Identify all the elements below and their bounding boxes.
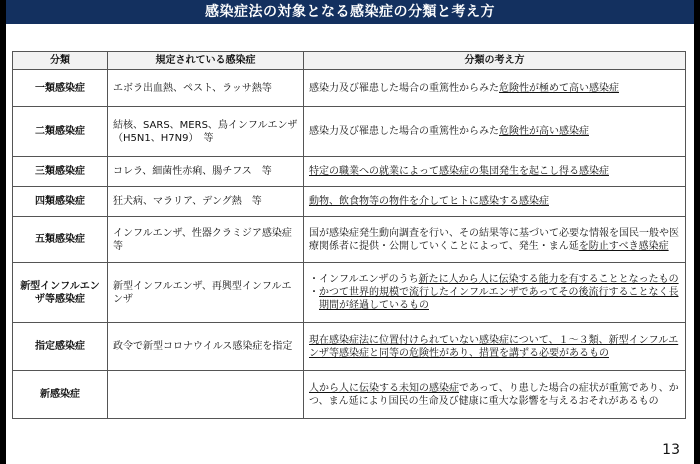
row-concept [304, 157, 686, 187]
page-number: 13 [662, 442, 680, 458]
row-concept [304, 107, 686, 157]
concept-bullet [309, 273, 680, 286]
table-row [13, 107, 686, 157]
concept-underlined: 新たに人から人に伝染する能力を有することとなったもの [418, 274, 679, 285]
bullet-mark: ・ [309, 274, 319, 285]
concept-underlined: 特定の職業への就業によって感染症の集団発生を起こし得る感染症 [309, 166, 609, 177]
table-row [13, 70, 686, 107]
concept-underlined: を防止すべき感染症 [578, 240, 669, 252]
row-concept [304, 263, 686, 323]
row-category: 新感染症 [13, 371, 108, 419]
row-concept [304, 217, 686, 263]
concept-bullet [309, 286, 680, 312]
row-diseases: 狂犬病、マラリア、デング熱 等 [108, 187, 304, 217]
row-category: 四類感染症 [13, 187, 108, 217]
table-row [13, 323, 686, 371]
row-category: 一類感染症 [13, 70, 108, 107]
row-diseases [108, 371, 304, 419]
concept-underlined: 危険性が極めて高い感染症 [499, 82, 619, 94]
concept-text: 国が感染症発生動向調査を行い、その結果等に基づいて必要な情報を国民一般や医療関係者に提供・公開していくことによって、発生・まん延 [309, 227, 679, 252]
table-row [13, 217, 686, 263]
row-category: 指定感染症 [13, 323, 108, 371]
row-diseases: インフルエンザ、性器クラミジア感染症 等 [108, 217, 304, 263]
table-header-row [13, 52, 686, 70]
row-category: 三類感染症 [13, 157, 108, 187]
concept-underlined: 動物、飲食物等の物件を介してヒトに感染する感染症 [309, 196, 549, 207]
table-row [13, 263, 686, 323]
row-diseases: コレラ、細菌性赤痢、腸チフス 等 [108, 157, 304, 187]
concept-underlined: 現在感染症法に位置付けられていない感染症について、１～３類、新型インフルエンザ等感染症と同等の危険性があり、措置を講ずる必要があるもの [309, 334, 679, 359]
row-category: 新型インフルエンザ等感染症 [13, 263, 108, 323]
row-diseases: 政令で新型コロナウイルス感染症を指定 [108, 323, 304, 371]
slide-title: 感染症法の対象となる感染症の分類と考え方 [6, 0, 694, 24]
row-concept [304, 371, 686, 419]
row-diseases: エボラ出血熱、ペスト、ラッサ熱等 [108, 70, 304, 107]
concept-text: 感染力及び罹患した場合の重篤性からみた [309, 82, 499, 94]
row-category: 五類感染症 [13, 217, 108, 263]
table-row [13, 157, 686, 187]
concept-underlined: 危険性が高い感染症 [499, 126, 589, 137]
row-concept [304, 70, 686, 107]
table-row [13, 187, 686, 217]
concept-underlined: かつて世界的規模で流行したインフルエンザであってその後流行することなく長期間が経過しているもの [319, 287, 679, 311]
row-concept [304, 323, 686, 371]
concept-text: インフルエンザのうち [319, 274, 419, 285]
row-category: 二類感染症 [13, 107, 108, 157]
concept-underlined: 人から人に伝染する未知の感染症 [309, 382, 459, 394]
row-concept [304, 187, 686, 217]
header-diseases: 規定されている感染症 [108, 52, 304, 70]
concept-text: であって、り患した場合の症状が重篤であり、かつ、まん延により国民の生命及び健康に重大な影響を与えるおそれがあるもの [309, 382, 679, 407]
row-diseases: 結核、SARS、MERS、鳥インフルエンザ（H5N1、H7N9） 等 [108, 107, 304, 157]
table-row [13, 371, 686, 419]
header-category: 分類 [13, 52, 108, 70]
row-diseases: 新型インフルエンザ、再興型インフルエンザ [108, 263, 304, 323]
header-concept: 分類の考え方 [304, 52, 686, 70]
concept-text: 感染力及び罹患した場合の重篤性からみた [309, 126, 499, 137]
bullet-mark: ・ [309, 287, 319, 298]
slide [6, 0, 694, 464]
classification-table [12, 51, 686, 419]
